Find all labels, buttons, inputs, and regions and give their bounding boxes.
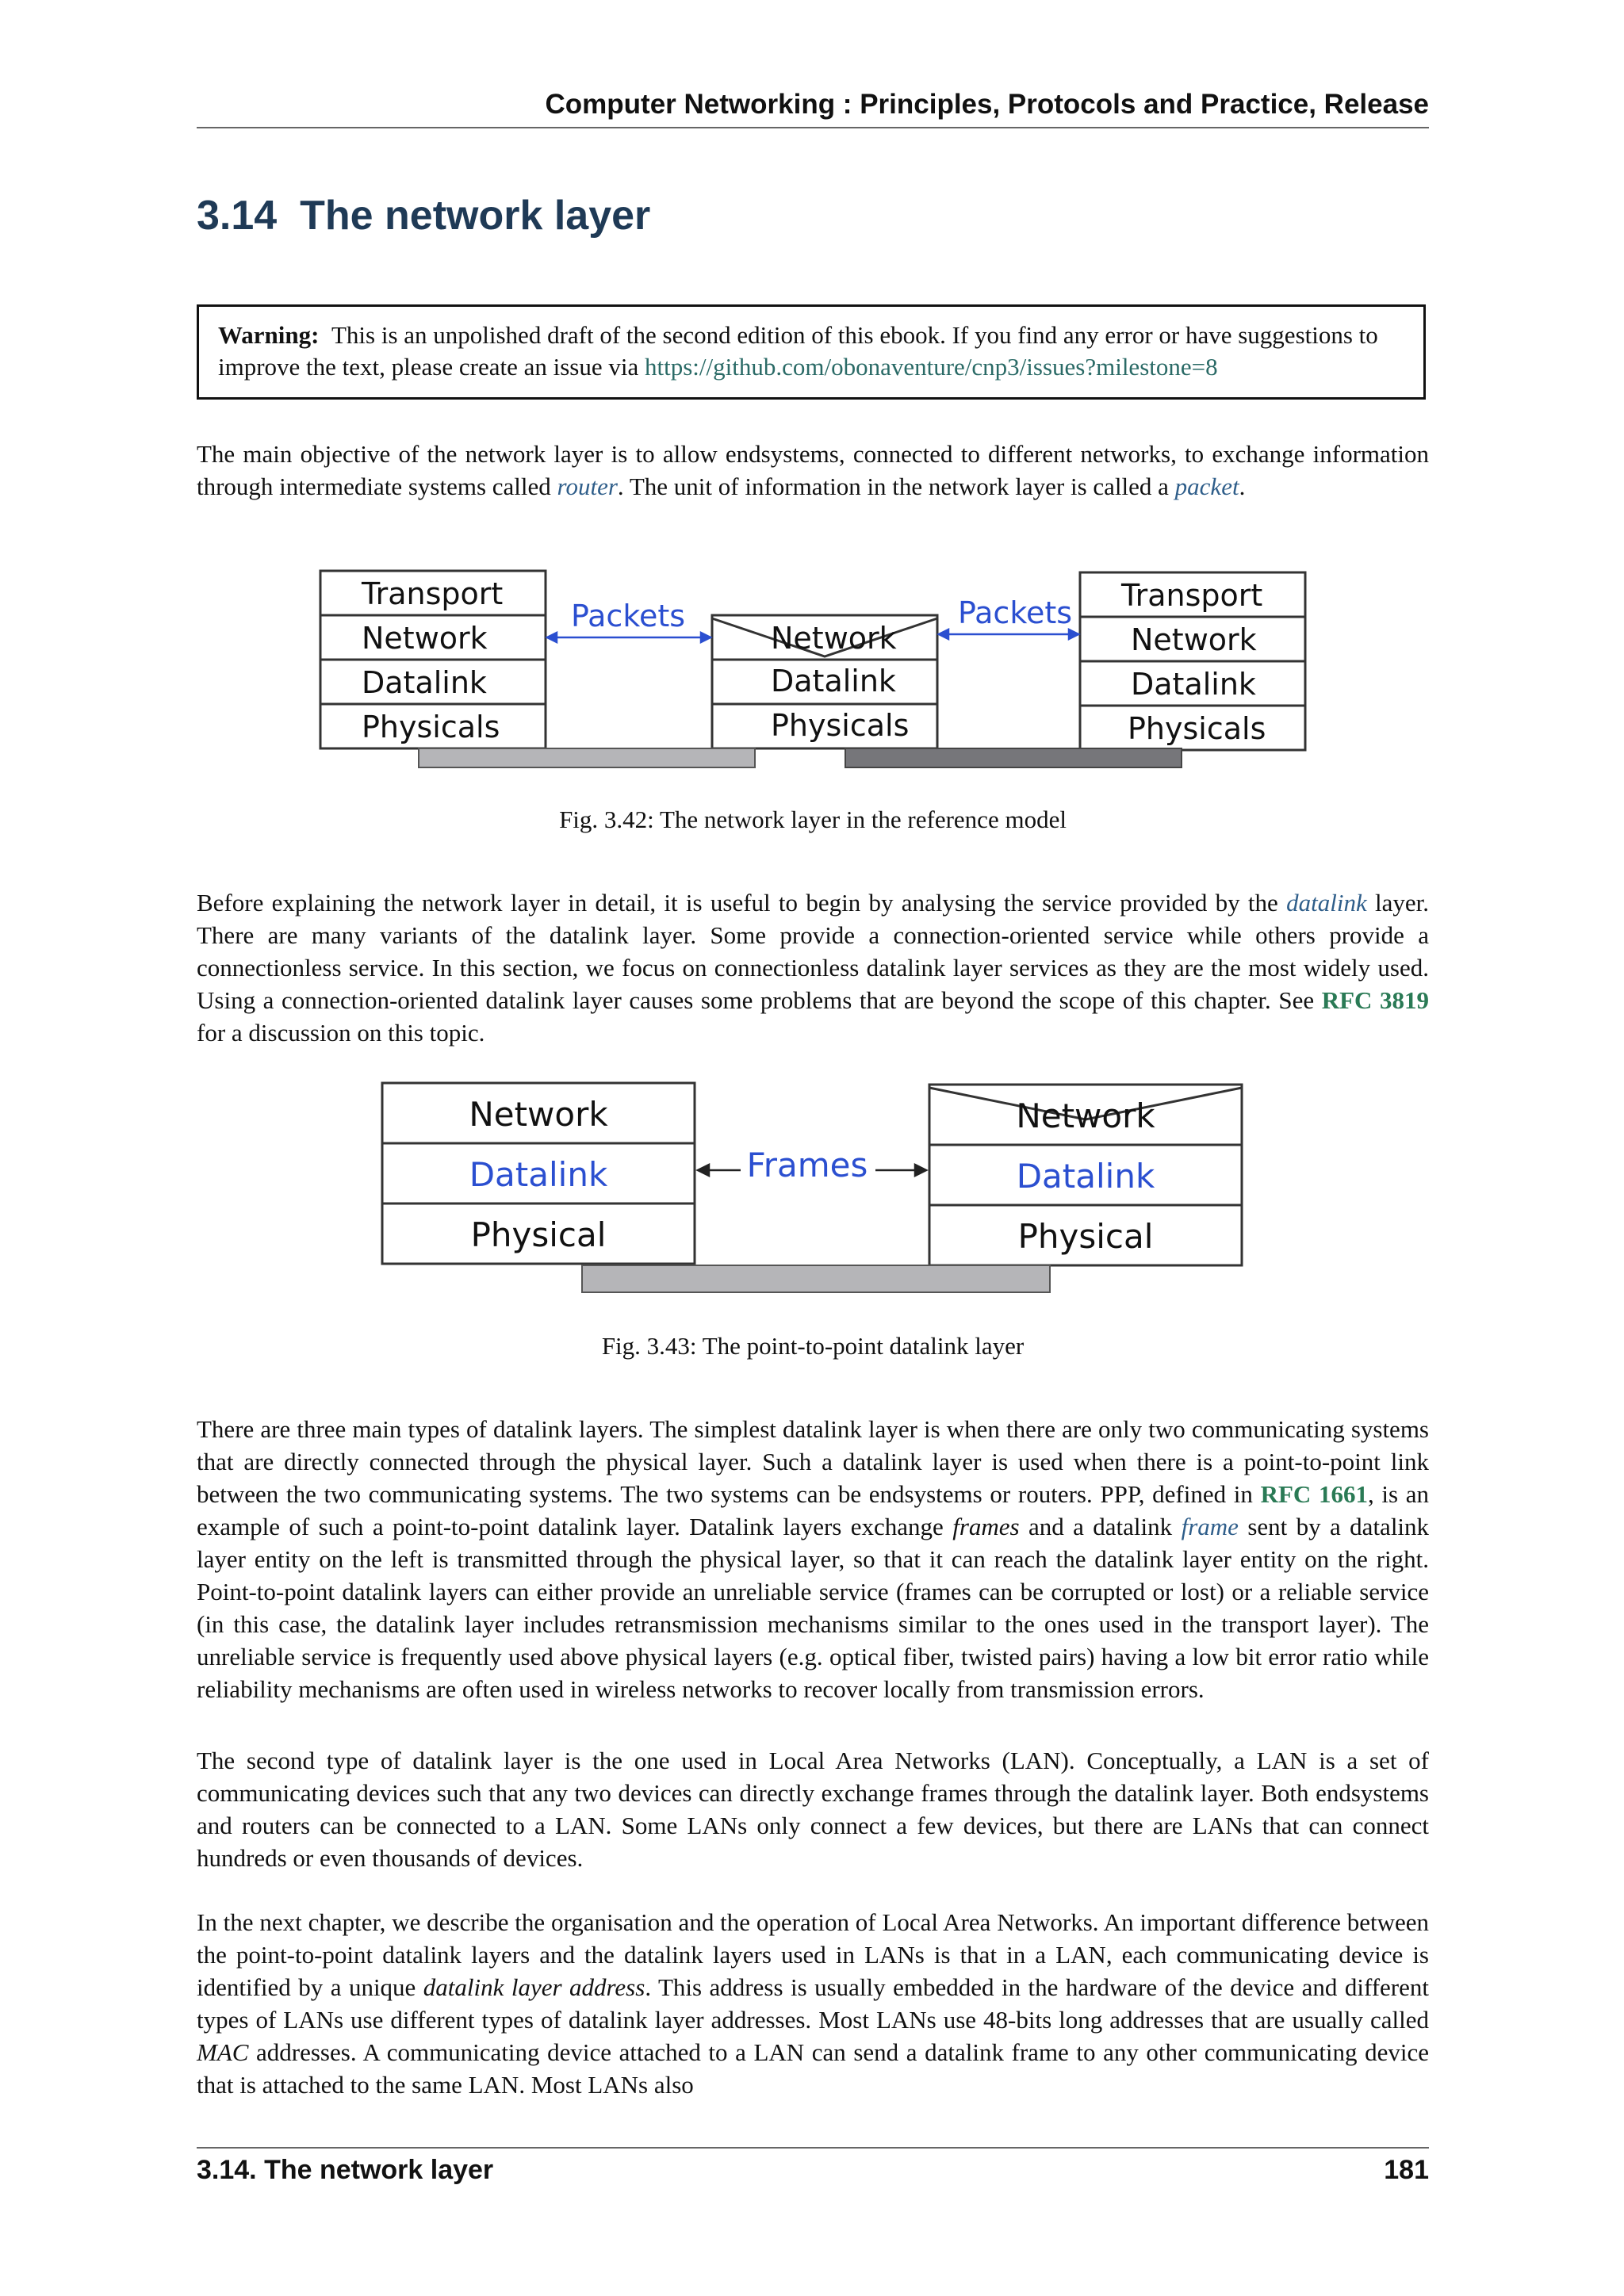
left-physical: Physical bbox=[470, 1215, 607, 1254]
packets-label-left: Packets bbox=[570, 599, 686, 633]
intro-paragraph bbox=[197, 438, 1429, 503]
section-number: 3.14 bbox=[197, 193, 278, 239]
paragraph-2 bbox=[197, 886, 1429, 1049]
intro-text-3: . bbox=[1239, 473, 1246, 500]
p5-text-1: In the next chapter, we describe the organisation and the operation of Local Area Networks. An important difference between the point-to-point datalink layers and the datalink layers used in LANs is that in a LAN, each communicating device is identified by a unique bbox=[197, 1908, 1429, 2001]
p3-text-2: , is an example of such a point-to-point datalink layer. Datalink layers exchange bbox=[197, 1480, 1429, 1540]
header-rule bbox=[197, 127, 1429, 128]
datalink-link[interactable]: datalink bbox=[1286, 889, 1367, 916]
warning-box bbox=[197, 304, 1426, 400]
right-physical: Physical bbox=[1017, 1217, 1154, 1256]
section-title bbox=[197, 190, 650, 241]
rfc-1661-link[interactable]: RFC 1661 bbox=[1260, 1480, 1368, 1508]
frames-term: frames bbox=[952, 1513, 1020, 1540]
p2-text-1: Before explaining the network layer in detail, it is useful to begin by analysing the service provided by the bbox=[197, 889, 1278, 916]
dla-term: datalink layer address bbox=[423, 1973, 645, 2001]
frame-link[interactable]: frame bbox=[1181, 1513, 1239, 1540]
router-link[interactable]: router bbox=[557, 473, 618, 500]
packets-label-right: Packets bbox=[957, 595, 1073, 630]
left-transport: Transport bbox=[362, 576, 504, 611]
p3-text-3: and a datalink bbox=[1028, 1513, 1173, 1540]
running-header: Computer Networking : Principles, Protocols and Practice, Release bbox=[545, 89, 1429, 120]
p2-text-3: for a discussion on this topic. bbox=[197, 1019, 485, 1047]
paragraph-4 bbox=[197, 1744, 1429, 1874]
p5-text-2: . This address is usually embedded in the hardware of the device and different types of LANs use different types of datalink layer addresses. Most LANs use 48-bits long addresses that are usually called bbox=[197, 1973, 1430, 2034]
mac-term: MAC bbox=[197, 2038, 249, 2066]
paragraph-5 bbox=[197, 1906, 1429, 2101]
right-network: Network bbox=[1016, 1096, 1155, 1135]
figure2-caption: Fig. 3.43: The point-to-point datalink layer bbox=[601, 1332, 1025, 1360]
packet-link[interactable]: packet bbox=[1174, 473, 1239, 500]
paragraph-3 bbox=[197, 1413, 1429, 1705]
figure1-caption: Fig. 3.42: The network layer in the reference model bbox=[559, 806, 1067, 833]
left-network: Network bbox=[469, 1095, 608, 1134]
issues-link[interactable]: https://github.com/obonaventure/cnp3/issues?milestone=8 bbox=[644, 353, 1218, 381]
intro-text-1: The main objective of the network layer is to allow endsystems, connected to different networks, to exchange information through intermediate systems called bbox=[197, 440, 1429, 500]
footer-rule bbox=[197, 2147, 1429, 2149]
right-datalink: Datalink bbox=[1016, 1157, 1155, 1196]
left-physicals: Physicals bbox=[362, 710, 500, 744]
p3-text-4: sent by a datalink layer entity on the left is transmitted through the physical layer, so that it can reach the datalink layer entity on the right. Point-to-point datalink layers can either provide an unreliable service (frames can be corrupted or lost) or a reliable service (in this case, the datalink layer includes retransmission mechanisms similar to the ones used in the transport layer). The unreliable service is frequently used above physical layers (e.g. optical fiber, twisted pairs) having a low bit error ratio while reliability mechanisms are often used in wireless networks to recover locally from transmission errors. bbox=[197, 1513, 1430, 1703]
p3-text-1: There are three main types of datalink layers. The simplest datalink layer is when there are only two communicating systems that are directly connected through the physical layer. Such a datalink layer is used when there is a point-to-point link between the two communicating systems. The two systems can be endsystems or routers. PPP, defined in bbox=[197, 1415, 1429, 1508]
warning-label: Warning: bbox=[218, 321, 320, 349]
warning-text: This is an unpolished draft of the second edition of this ebook. If you find any error or have suggestions to improve the text, please create an issue via bbox=[218, 321, 1378, 381]
middle-datalink: Datalink bbox=[771, 664, 896, 698]
physical-link bbox=[582, 1265, 1050, 1292]
p2-text-2: layer. There are many variants of the datalink layer. Some provide a connection-oriented service while others provide a connectionless service. In this section, we focus on connectionless datalink layer services as they are the most widely used. Using a connection-oriented datalink layer causes some problems that are beyond the scope of this chapter. See bbox=[197, 889, 1430, 1014]
left-network: Network bbox=[362, 621, 488, 656]
footer-section-label: 3.14. The network layer bbox=[197, 2155, 494, 2185]
p5-text-3: addresses. A communicating device attached to a LAN can send a datalink frame to any other communicating device that is attached to the same LAN. Most LANs also bbox=[197, 2038, 1430, 2099]
link-right bbox=[845, 748, 1182, 767]
network-layer-figure bbox=[309, 555, 1324, 777]
p4-text: The second type of datalink layer is the one used in Local Area Networks (LAN). Conceptually, a LAN is a set of communicating devices such that any two devices can directly exchange frames through the datalink layer. Both endsystems and routers can be connected to a LAN. Some LANs only connect a few devices, but there are LANs that can connect hundreds or even thousands of devices. bbox=[197, 1747, 1429, 1872]
datalink-figure bbox=[373, 1073, 1261, 1303]
right-network: Network bbox=[1131, 622, 1257, 657]
rfc-3819-link[interactable]: RFC 3819 bbox=[1321, 986, 1429, 1014]
left-datalink: Datalink bbox=[469, 1155, 608, 1194]
right-transport: Transport bbox=[1121, 578, 1263, 613]
middle-network: Network bbox=[771, 621, 897, 656]
footer-page-number: 181 bbox=[1384, 2155, 1429, 2185]
frames-label: Frames bbox=[746, 1146, 868, 1184]
intro-text-2: . The unit of information in the network layer is called a bbox=[617, 473, 1169, 500]
right-physicals: Physicals bbox=[1128, 711, 1266, 746]
right-datalink: Datalink bbox=[1131, 667, 1256, 702]
link-left bbox=[419, 748, 755, 767]
section-heading: The network layer bbox=[300, 193, 651, 239]
middle-physicals: Physicals bbox=[771, 708, 910, 743]
left-datalink: Datalink bbox=[362, 665, 487, 700]
